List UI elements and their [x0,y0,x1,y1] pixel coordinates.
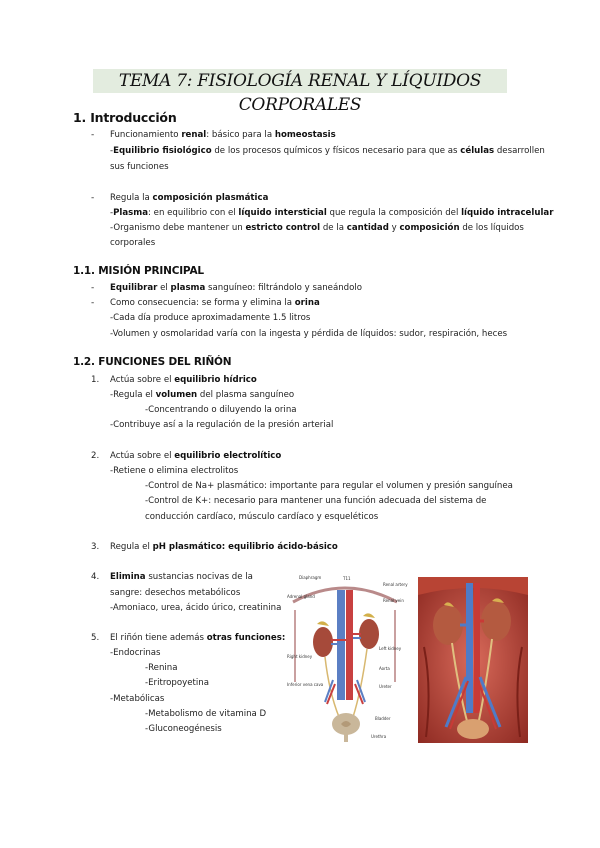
text-line: -Equilibrio fisiológico de los procesos químicos y físicos necesario para que as células desarrollen [110,146,545,156]
section-heading-introduccion: 1. Introducción [73,110,177,125]
text-line: sangre: desechos metabólicos [110,588,241,598]
text-line: corporales [110,238,156,248]
text-line: -Retiene o elimina electrolitos [110,466,239,476]
urinary-system-illustration [285,572,408,744]
figure-label: Aorta [379,666,390,671]
figure-label: Ureter [379,684,392,689]
text-line: -Organismo debe mantener un estricto control de la cantidad y composición de los líquidos [110,223,524,233]
text-line: Regula el pH plasmático: equilibrio ácido-básico [110,542,338,552]
text-line: -Metabólicas [110,694,165,704]
figure-label: Renal artery [383,582,408,587]
kidney-anatomy-illustration [418,577,528,743]
text-line: El riñón tiene además otras funciones: [110,633,286,643]
figure-label: Diaphragm [299,575,322,580]
figure-label: T11 [343,576,351,581]
list-number: 5. [91,633,100,643]
list-number: 2. [91,451,100,461]
text-line: Regula la composición plasmática [110,193,269,203]
list-number: 1. [91,375,100,385]
text-line: Equilibrar el plasma sanguíneo: filtrándolo y saneándolo [110,283,363,293]
text-line: -Eritropoyetina [145,678,209,688]
figure-label: Right kidney [287,654,313,659]
kidney-anatomy-drawing [418,577,528,743]
text-line: -Gluconeogénesis [145,724,222,734]
figure-label: Left kidney [379,646,402,651]
text-line: Elimina sustancias nocivas de la [110,572,253,582]
bullet: - [91,298,95,308]
text-line: -Regula el volumen del plasma sanguíneo [110,390,295,400]
text-line: Actúa sobre el equilibrio electrolítico [110,451,282,461]
figure-label: Renal vein [383,598,404,603]
figure-label: Bladder [375,716,391,721]
bullet: - [91,193,95,203]
bullet: - [91,130,95,140]
list-number: 4. [91,572,100,582]
text-line: -Cada día produce aproximadamente 1.5 litros [110,313,311,323]
section-heading-mision: 1.1. MISIÓN PRINCIPAL [73,265,204,277]
text-line: -Amoniaco, urea, ácido úrico, creatinina [110,603,282,613]
text-line: -Metabolismo de vitamina D [145,709,267,719]
bullet: - [91,283,95,293]
figure-label: Adrenal gland [287,594,315,599]
text-line: -Control de K+: necesario para mantener una función adecuada del sistema de [145,496,487,506]
text-line: Actúa sobre el equilibrio hídrico [110,375,257,385]
text-line: Como consecuencia: se forma y elimina la orina [110,298,320,308]
figure-label: Urethra [371,734,387,739]
text-line: -Volumen y osmolaridad varía con la ingesta y pérdida de líquidos: sudor, respiración, heces [110,329,508,339]
text-line: -Endocrinas [110,648,161,658]
text-line: -Concentrando o diluyendo la orina [145,405,297,415]
figure-label: Inferior vena cava [287,682,324,687]
text-line: sus funciones [110,162,169,172]
text-line: conducción cardíaco, músculo cardíaco y esqueléticos [145,512,379,522]
list-number: 3. [91,542,100,552]
page-title: TEMA 7: FISIOLOGÍA RENAL Y LÍQUIDOS CORPORALES [118,71,482,115]
text-line: -Renina [145,663,178,673]
section-heading-funciones: 1.2. FUNCIONES DEL RIÑÓN [73,356,232,368]
text-line: -Contribuye así a la regulación de la presión arterial [110,420,334,430]
text-line: -Control de Na+ plasmático: importante para regular el volumen y presión sanguínea [145,481,513,491]
text-line: Funcionamiento renal: básico para la homeostasis [110,130,336,140]
text-line: -Plasma: en equilibrio con el líquido intersticial que regula la composición del líquido intracelular [110,208,554,218]
